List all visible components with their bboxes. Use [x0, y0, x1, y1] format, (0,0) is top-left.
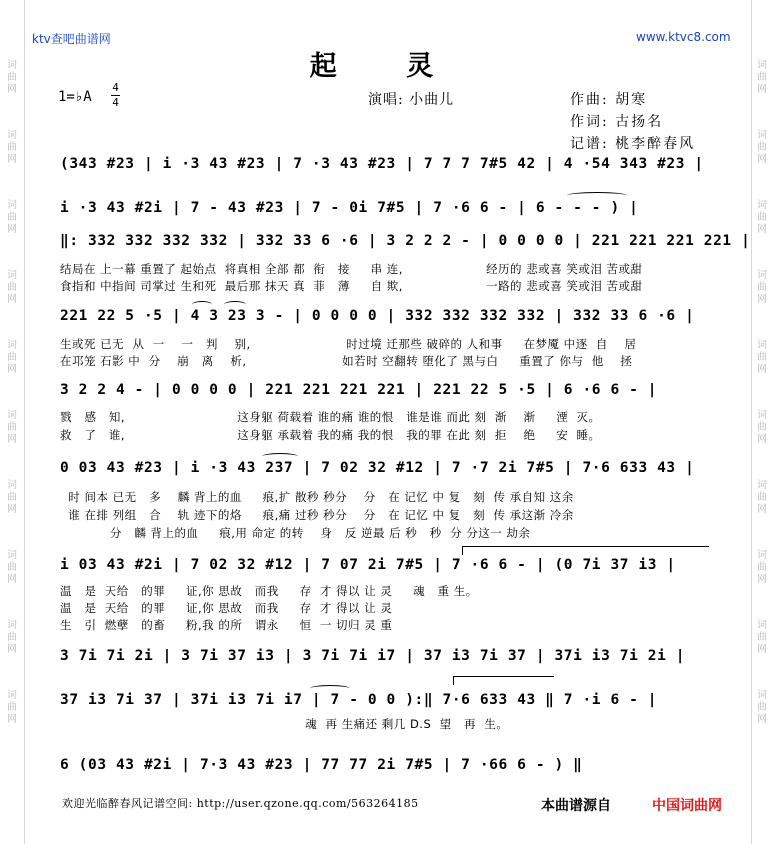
blog-link[interactable]: 欢迎光临醉春风记谱空间: http://user.qzone.qq.com/563264185	[62, 797, 419, 810]
singer-credit: 演唱: 小曲儿	[368, 92, 455, 108]
lyric-row-7b: 温 是 天给 的罪 证,你 思故 而我 存 才 得以 让 灵	[60, 601, 393, 615]
lyric-row-3b: 食指和 中指间 司掌过 生和死 最后那 抹天 真 菲 薄 自 欺, 一路的 悲或喜 笑或泪 苦或甜	[60, 279, 643, 293]
notation-row-6: 0 03 43 #23 | i ·3 43 237 | 7 02 32 #12 | 7 ·7 2i 7#5 | 7·6 633 43 |	[60, 460, 695, 476]
tie-mark	[567, 192, 627, 199]
lyric-row-5b: 救 了 谁, 这身躯 承载着 我的痛 我的恨 我的罪 在此 刻 拒 绝 安 睡。	[60, 428, 601, 442]
lyric-row-6c: 分 麟 背上的血 痕,用 命定 的转 身 反 逆最 后 秒 秒 分 分这一 劫余	[60, 526, 531, 540]
notation-row-4: 221 22 5 ·5 | 4 3 23 3 - | 0 0 0 0 | 332 332 332 332 | 332 33 6 ·6 |	[60, 308, 695, 324]
lyric-row-9a: 魂 再 生痛还 剩几 D.S 望 再 生。	[60, 717, 509, 731]
lyric-row-6a: 时 间本 已无 多 麟 背上的血 痕,扩 散秒 秒分 分 在 记忆 中 复 刻 传 承自知 这余	[60, 490, 574, 504]
source-label: 本曲谱源自	[541, 798, 611, 814]
notation-row-1: (343 #23 | i ·3 43 #23 | 7 ·3 43 #23 | 7 7 7 7#5 42 | 4 ·54 343 #23 |	[60, 156, 704, 172]
source-site-link[interactable]: 中国词曲网	[652, 798, 722, 814]
notation-row-8: 3 7i 7i 2i | 3 7i 37 i3 | 3 7i 7i i7 | 37 i3 7i 37 | 37i i3 7i 2i |	[60, 648, 686, 664]
lyricist-credit: 作词: 古扬名	[570, 114, 664, 130]
lyric-row-6b: 谁 在排 列组 合 轨 迹下的烙 痕,痛 过秒 秒分 分 在 记忆 中 复 刻 传 承这渐 冷余	[60, 508, 574, 522]
volta-bracket-2	[453, 676, 554, 685]
slur-mark	[192, 301, 212, 308]
site-link-left[interactable]: ktv查吧曲谱网	[32, 32, 111, 46]
notation-row-9: 37 i3 7i 37 | 37i i3 7i i7 | 7 - 0 0 ):‖ 7·6 633 43 ‖ 7 ·i 6 - |	[60, 692, 658, 708]
song-title: 起 灵	[309, 51, 464, 82]
notation-row-2: i ·3 43 #2i | 7 - 43 #23 | 7 - 0i 7#5 | 7 ·6 6 - | 6 - - - ) |	[60, 200, 639, 216]
lyric-row-3a: 结局在 上一幕 重置了 起始点 将真相 全部 都 衔 接 串 连, 经历的 悲或喜 笑或泪 苦或甜	[60, 262, 643, 276]
volta-bracket	[462, 546, 709, 555]
meter-top: 4	[112, 81, 119, 94]
meter-bottom: 4	[112, 96, 119, 109]
site-link-right[interactable]: www.ktvc8.com	[636, 30, 731, 44]
notation-row-5: 3 2 2 4 - | 0 0 0 0 | 221 221 221 221 | 221 22 5 ·5 | 6 ·6 6 - |	[60, 382, 658, 398]
composer-credit: 作曲: 胡寒	[570, 92, 648, 108]
lyric-row-4b: 在邛笼 石影 中 分 崩 离 析, 如若时 空翻转 堕化了 黑与白 重置了 你与 他 拯	[60, 354, 633, 368]
time-signature	[111, 82, 120, 109]
lyric-row-4a: 生或死 已无 从 一 一 判 别, 时过境 迁那些 破碎的 人和事 在梦魇 中逐 自 居	[60, 337, 637, 351]
notation-row-7: i 03 43 #2i | 7 02 32 #12 | 7 07 2i 7#5 | 7 ·6 6 - | (0 7i 37 i3 |	[60, 557, 676, 573]
lyric-row-7a: 温 是 天给 的罪 证,你 思故 而我 存 才 得以 让 灵 魂 重 生。	[60, 584, 478, 598]
lyric-row-7c: 生 引 燃孽 的畜 粉,我 的所 谓永 恒 一 切归 灵 重	[60, 618, 393, 632]
slur-mark	[224, 301, 246, 308]
lyric-row-5a: 戮 感 知, 这身躯 荷载着 谁的痛 谁的恨 谁是谁 而此 刻 渐 渐 湮 灭。	[60, 410, 601, 424]
slur-mark	[310, 685, 350, 692]
key-signature: 1=♭A	[58, 89, 92, 105]
notation-row-10: 6 (03 43 #2i | 7·3 43 #23 | 77 77 2i 7#5 | 7 ·66 6 - ) ‖	[60, 757, 583, 773]
transcriber-credit: 记谱: 桃李醉春风	[570, 136, 696, 152]
slur-mark	[262, 453, 298, 460]
notation-row-3: ‖: 332 332 332 332 | 332 33 6 ·6 | 3 2 2 2 - | 0 0 0 0 | 221 221 221 221 |	[60, 233, 751, 249]
